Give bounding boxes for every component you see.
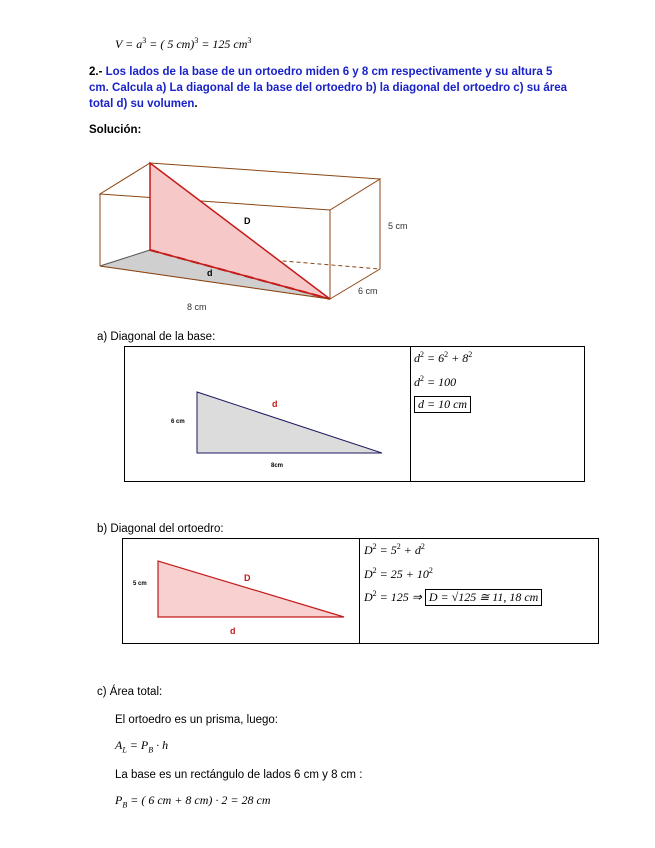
part-a-table bbox=[124, 346, 585, 482]
label-length: 8 cm bbox=[187, 302, 207, 312]
part-a-result: d = 10 cm bbox=[414, 396, 471, 413]
part-c-line1: El ortoedro es un prisma, luego: bbox=[115, 714, 279, 726]
part-b-eq1: $D^2 = 5^2 + d^2$ bbox=[364, 542, 425, 557]
part-a-label: a) Diagonal de la base: bbox=[97, 331, 216, 343]
base-triangle bbox=[125, 347, 410, 481]
problem-text: Los lados de la base de un ortoedro miden 6 y 8 cm respectivamente y su altura 5 cm. Calcula a) La diagonal de la base del ortoedro b) la diagonal del ortoedro c) su área total d) su volumen bbox=[89, 66, 568, 110]
svg-text:8cm: 8cm bbox=[271, 463, 284, 469]
svg-text:5 cm: 5 cm bbox=[133, 581, 147, 587]
part-b-table bbox=[122, 538, 599, 644]
part-b-label: b) Diagonal del ortoedro: bbox=[97, 523, 224, 535]
part-c-formula2: $P_B$ = ( 6 cm + 8 cm) · 2 = 28 cm bbox=[115, 793, 271, 810]
svg-text:d: d bbox=[272, 399, 278, 409]
part-c-formula1: $A_L = P_B \cdot h$ bbox=[115, 738, 169, 755]
part-b-eq2: $D^2 = 25 + 10^2$ bbox=[364, 566, 433, 581]
part-a-eq1: $d^2 = 6^2 + 8^2$ bbox=[414, 350, 473, 365]
svg-text:6 cm: 6 cm bbox=[171, 419, 185, 425]
svg-text:D: D bbox=[244, 573, 251, 583]
label-d: d bbox=[207, 268, 213, 278]
part-c-label: c) Área total: bbox=[97, 686, 163, 698]
part-b-eq3: $D^2 = 125$ ⇒ D = √125 ≅ 11, 18 cm bbox=[364, 589, 542, 606]
label-height: 5 cm bbox=[388, 221, 408, 231]
label-D: D bbox=[244, 216, 251, 226]
space-triangle bbox=[123, 539, 359, 643]
part-c-line2: La base es un rectángulo de lados 6 cm y 8 cm : bbox=[115, 769, 363, 781]
svg-text:d: d bbox=[230, 626, 236, 636]
problem-number: 2.- bbox=[89, 66, 103, 78]
volume-formula: $V = a^3$ = ( 5 cm)$^3$ = 125 $cm^3$ bbox=[115, 36, 252, 51]
part-a-eq2: $d^2 = 100$ bbox=[414, 374, 457, 389]
label-width: 6 cm bbox=[358, 286, 378, 296]
solution-label: Solución: bbox=[89, 124, 142, 136]
prism-figure bbox=[80, 148, 420, 318]
problem-statement: 2.- Los lados de la base de un ortoedro miden 6 y 8 cm respectivamente y su altura 5 cm. Calcula a) La diagonal de la base del ortoedro b) la diagonal del ortoedro c) su área total d) su volumen. bbox=[89, 66, 568, 110]
